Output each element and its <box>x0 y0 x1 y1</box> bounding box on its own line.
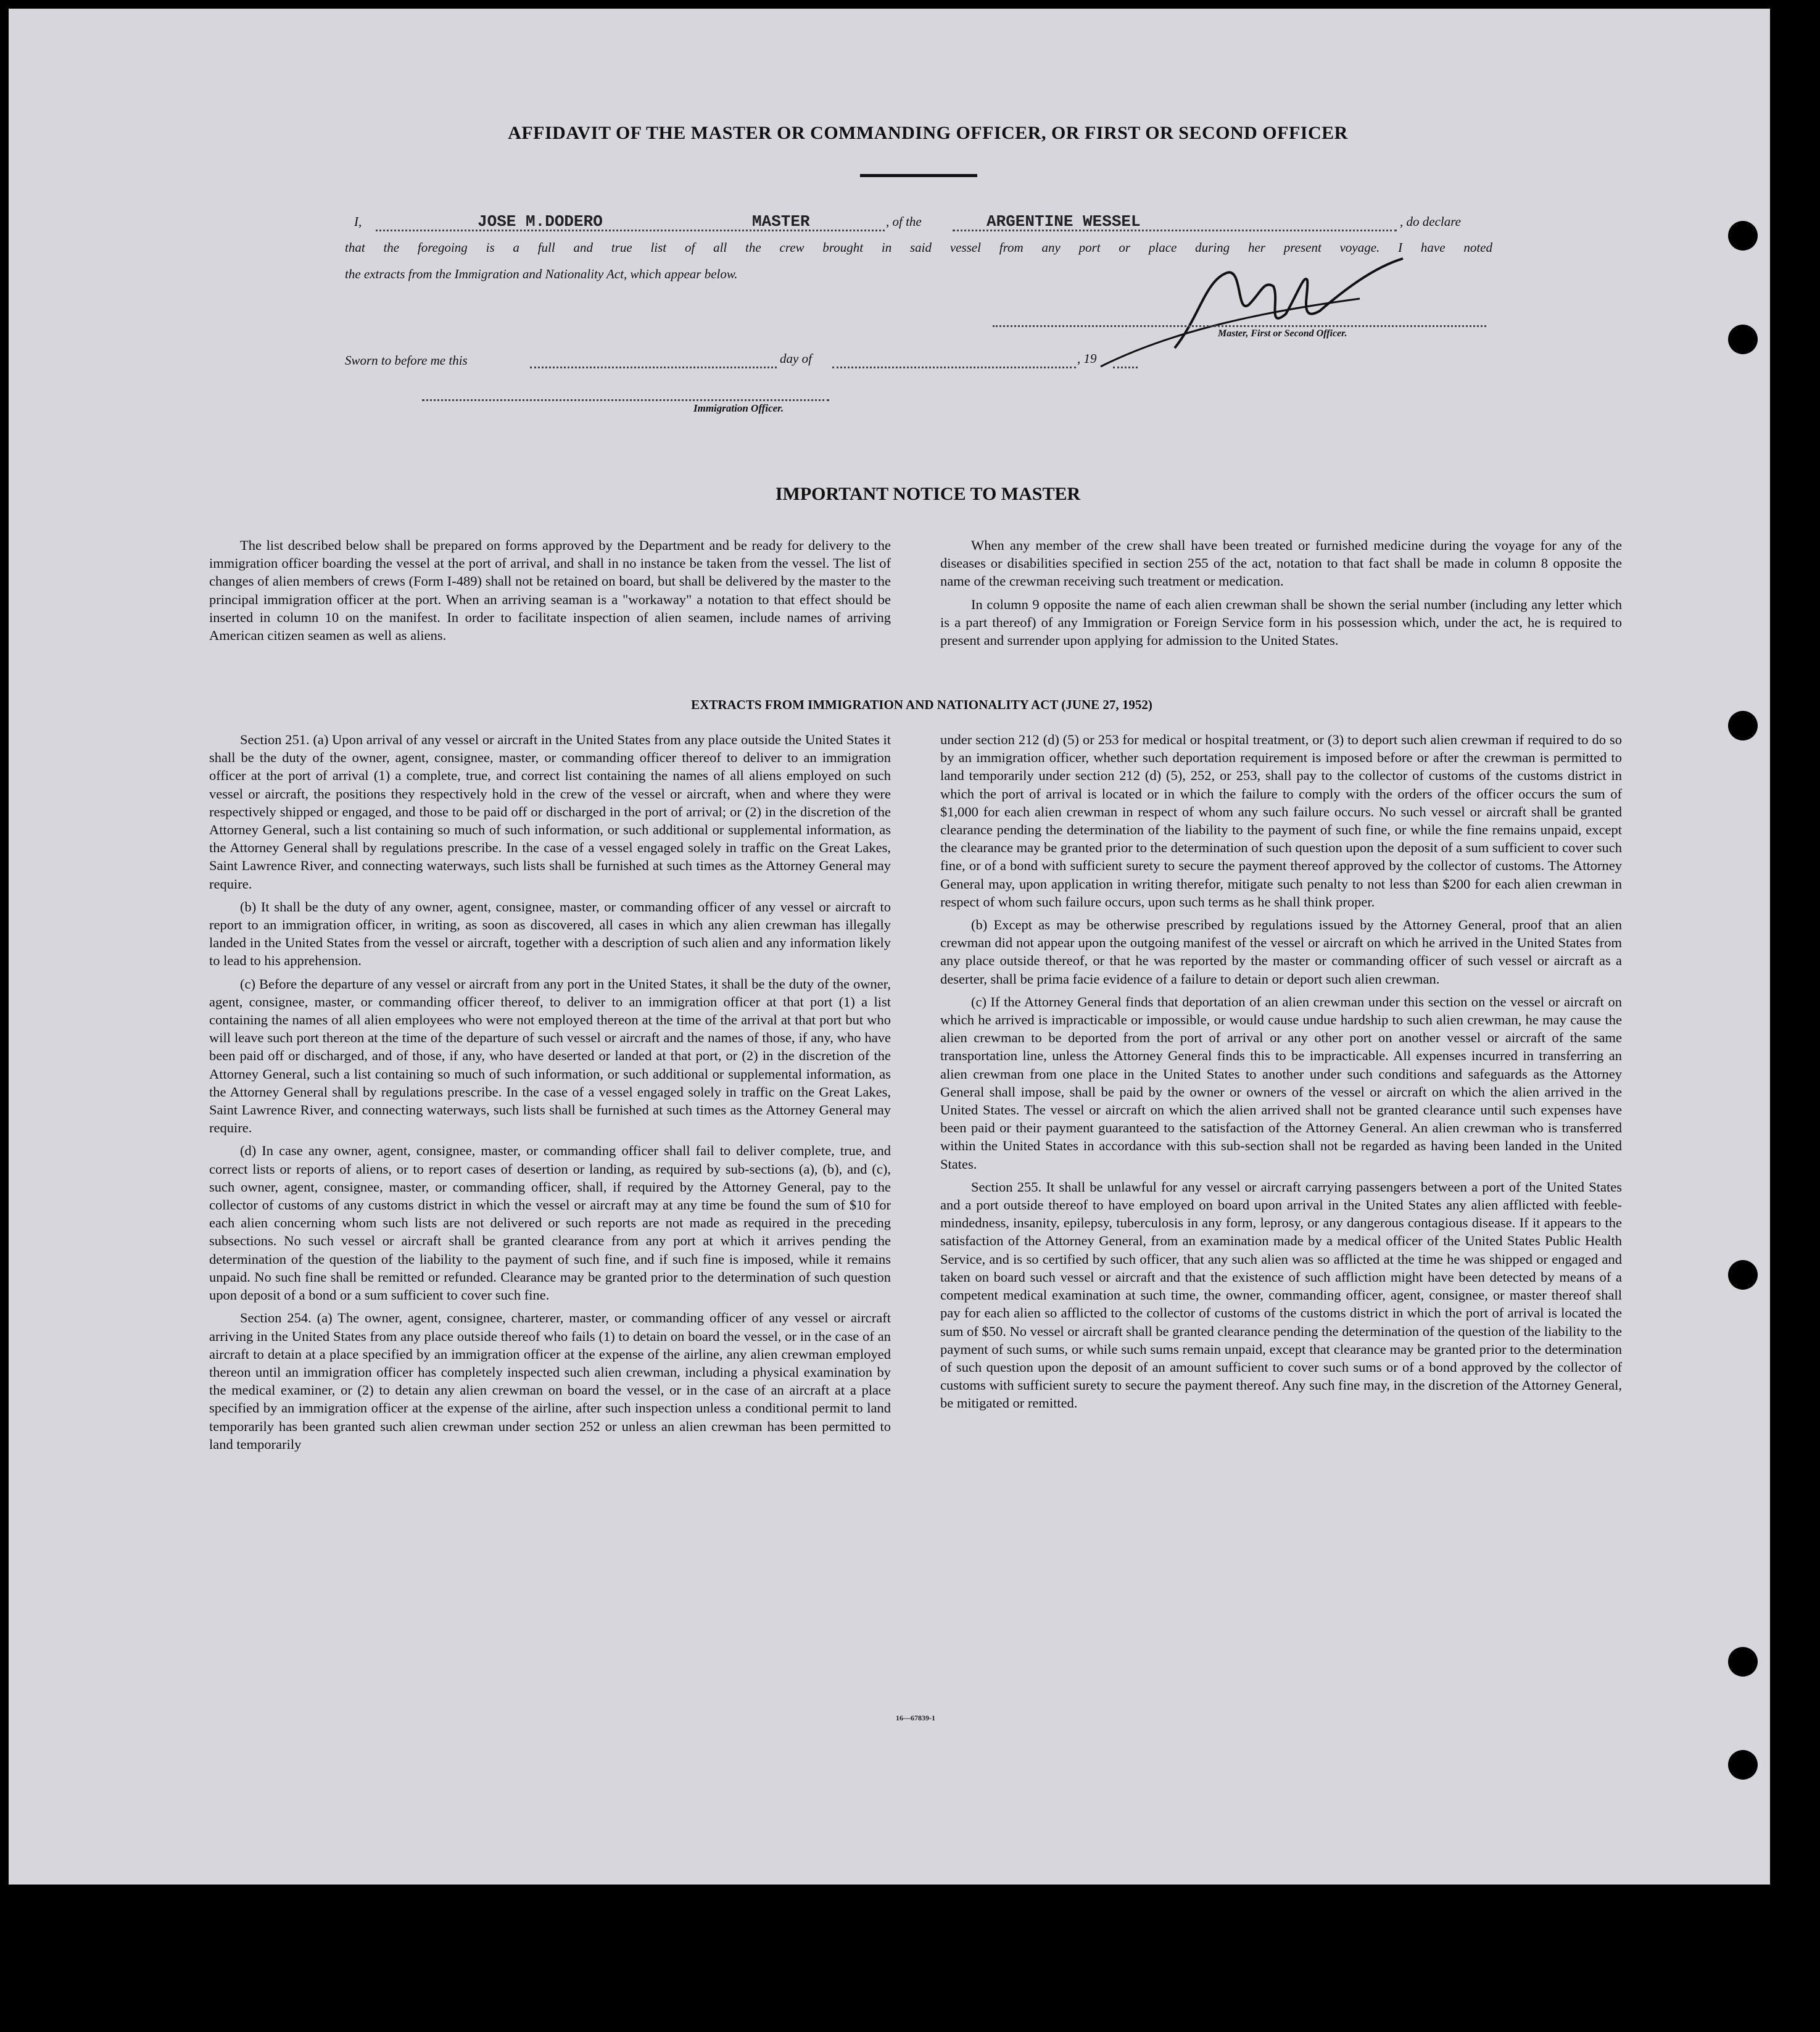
declaration-line-2: that the foregoing is a full and true list of all the crew brought in said vessel from any port or place during her present voyage. I have noted <box>345 240 1492 255</box>
vessel-name: ARGENTINE WESSEL <box>987 212 1141 231</box>
signature-caption: Master, First or Second Officer. <box>1218 328 1347 339</box>
binder-hole <box>1728 711 1758 740</box>
do-declare-label: , do declare <box>1400 214 1461 229</box>
affidavit-title: AFFIDAVIT OF THE MASTER OR COMMANDING OFFICER, OR FIRST OR SECOND OFFICER <box>508 123 1348 143</box>
master-name: JOSE M.DODERO <box>478 212 603 231</box>
of-the-label: , of the <box>886 214 922 229</box>
binder-hole <box>1728 1750 1758 1780</box>
notice-title: IMPORTANT NOTICE TO MASTER <box>775 484 1081 504</box>
extracts-left-column <box>209 731 891 1458</box>
title-rule <box>860 174 977 177</box>
section-255: Section 255. It shall be unlawful for any vessel or aircraft carrying passengers between a port of the United States and a port outside thereof to have employed on board upon arrival in the United States any alien afflicted with feeble-mindedness, insanity, epilepsy, tuberculosis in any form, leprosy, or any dangerous contagious disease. If it appears to the satisfaction of the Attorney General, from an examination made by a medical officer of the United States Public Health Service, and is so certified by such officer, that any such alien was so afflicted at the time he was shipped or engaged and taken on board such vessel or aircraft and that the existence of such affliction might have been detected by means of a competent medical examination at such time, the owner, commanding officer, agent, consignee, or master thereof shall pay for each alien so afflicted to the collector of customs of the customs district in which the port of arrival is located the sum of $50. No vessel or aircraft shall be granted clearance pending the determination of the question of the liability to the payment of such sums, or while such sums remain unpaid, except that clearance may be granted prior to the determination of such question upon the deposit of an amount sufficient to cover such sums or of a bond approved by the collector of customs with sufficient surety to secure the payment thereof. Any such fine may, in the discretion of the Attorney General, be mitigated or remitted. <box>940 1179 1622 1411</box>
section-254-a-continued: under section 212 (d) (5) or 253 for medical or hospital treatment, or (3) to deport such alien crewman if required to do so by an immigration officer, whether such deportation requirement is imposed before or after the crewman is permitted to land temporarily under section 212 (d) (5), 252, or 253, shall pay to the collector of customs of the customs district in which the port of arrival is located or in which the failure to comply with the orders of the officer occurs the sum of $1,000 for each alien crewman in respect of whom any such failure occurs. No such vessel or aircraft shall be granted clearance pending the determination of the liability to the payment of such fine, or while the fine remains unpaid, except the clearance may be granted prior to the determination of such question upon the deposit of a sum sufficient to cover such fine, or of a bond with sufficient surety to secure the payment thereof approved by the collector of customs. The Attorney General may, upon application in writing therefor, mitigate such penalty to not less than $200 for each alien crewman in respect of whom such failure occurs, upon such terms as he shall think proper. <box>940 732 1622 910</box>
extracts-title: EXTRACTS FROM IMMIGRATION AND NATIONALITY ACT (JUNE 27, 1952) <box>691 697 1152 712</box>
day-of-label: day of <box>780 351 812 366</box>
notice-right-paragraph-2: In column 9 opposite the name of each alien crewman shall be shown the serial number (including any letter which is a part thereof) of any Immigration or Foreign Service form in his possession which, under the act, he is required to present and surrender upon applying for admission to the United States. <box>940 596 1622 649</box>
month-line <box>832 367 1076 368</box>
signature-line <box>993 325 1486 327</box>
i-label: I, <box>354 214 362 229</box>
notice-left-column <box>209 536 891 649</box>
extracts-right-column <box>940 731 1622 1417</box>
notice-right-paragraph-1: When any member of the crew shall have been treated or furnished medicine during the voyage for any of the diseases or disabilities specified in section 255 of the act, notation to that fact shall be made in column 8 opposite the name of the crewman receiving such treatment or medication. <box>940 537 1622 589</box>
binder-hole <box>1728 1647 1758 1677</box>
binder-hole <box>1728 221 1758 251</box>
binder-hole <box>1728 1260 1758 1290</box>
section-251-a: Section 251. (a) Upon arrival of any vessel or aircraft in the United States from any place outside the United States it shall be the duty of the owner, agent, consignee, master, or commanding officer thereof to deliver to an immigration officer at the port of arrival (1) a complete, true, and correct list containing the names of all aliens employed on such vessel or aircraft, the positions they respectively hold in the crew of the vessel or aircraft, when and where they were respectively shipped or engaged, and those to be paid off or discharged in the port of arrival; or (2) in the discretion of the Attorney General, such a list containing so much of such information, or such additional or supplemental information, as the Attorney General shall by regulations prescribe. In the case of a vessel engaged solely in traffic on the Great Lakes, Saint Lawrence River, and connecting waterways, such lists shall be furnished at such times as the Attorney General may require. <box>209 732 891 892</box>
declaration-line-3: the extracts from the Immigration and Nationality Act, which appear below. <box>345 267 738 281</box>
sworn-label: Sworn to before me this <box>345 353 468 368</box>
section-251-d: (d) In case any owner, agent, consignee, master, or commanding officer shall fail to deliver complete, true, and correct lists or reports of aliens, or to report cases of desertion or landing, as required by sub-sections (a), (b), and (c), such owner, agent, consignee, master, or commanding officer, shall, if required by the Attorney General, pay to the collector of customs of any customs district in which the vessel or aircraft may at any time be found the sum of $10 for each alien concerning whom such lists are not delivered or such reports are not made as required in the preceding subsections. No such vessel or aircraft shall be granted clearance from any port at which it arrives pending the determination of the question of the liability to the payment of such fine, and if such fine is imposed, while it remains unpaid. No such fine shall be remitted or refunded. Clearance may be granted prior to the determination of such question upon deposit of a bond or a sum sufficient to cover such fine. <box>209 1143 891 1303</box>
section-251-b: (b) It shall be the duty of any owner, agent, consignee, master, or commanding officer of any vessel or aircraft to report to an immigration officer, in writing, as soon as discovered, all cases in which any alien crewman has illegally landed in the United States from the vessel or aircraft, together with a description of such alien and any information likely to lead to his apprehension. <box>209 898 891 969</box>
form-number: 16—67839-1 <box>896 1714 935 1722</box>
master-rank: MASTER <box>752 212 810 231</box>
section-254-a: Section 254. (a) The owner, agent, consignee, charterer, master, or commanding officer of any vessel or aircraft arriving in the United States from any place outside thereof who fails (1) to detain on board the vessel, or in the case of an aircraft to detain at a place specified by an immigration officer at the expense of the airline, any alien crewman employed thereon until an immigration officer has completely inspected such alien crewman, including a physical examination by the medical examiner, or (2) to detain any alien crewman on board the vessel, or in the case of an aircraft at a place specified by an immigration officer at the expense of the airline, after such inspection unless a conditional permit to land temporarily has been granted such alien crewman under section 252 or unless an alien crewman has been permitted to land temporarily <box>209 1310 891 1452</box>
sworn-date-line <box>530 367 777 368</box>
document-page <box>9 9 1770 1885</box>
section-254-b: (b) Except as may be otherwise prescribed by regulations issued by the Attorney General, proof that an alien crewman did not appear upon the outgoing manifest of the vessel or aircraft on which he arrived in the United States from any place outside thereof, or that he was reported by the master or commanding officer of such vessel or aircraft as a deserter, shall be prima facie evidence of a failure to detain or deport such alien crewman. <box>940 917 1622 987</box>
notice-left-paragraph: The list described below shall be prepared on forms approved by the Department and be ready for delivery to the immigration officer boarding the vessel at the port of arrival, and shall in no instance be taken from the vessel. The list of changes of alien members of crews (Form I-489) shall not be retained on board, but shall be delivered by the master to the principal immigration officer at the port. When an arriving seaman is a "workaway" a notation to that effect should be inserted in column 10 on the manifest. In order to facilitate inspection of alien seamen, include names of arriving American citizen seamen as well as aliens. <box>209 537 891 644</box>
section-254-c: (c) If the Attorney General finds that deportation of an alien crewman under this section on the vessel or aircraft on which he arrived is impracticable or impossible, or would cause undue hardship to such alien crewman, he may cause the alien crewman to be deported from the port of arrival or any other port on another vessel or aircraft of the same transportation line, unless the Attorney General finds this to be impracticable. All expenses incurred in transferring an alien crewman from one place in the United States to another under such conditions and safeguards as the Attorney General shall impose, shall be paid by the owner or owners of the vessel or aircraft on which the alien arrived in the United States. The vessel or aircraft on which the alien arrived shall not be granted clearance until such expenses have been paid or their payment guaranteed to the satisfaction of the Attorney General. An alien crewman who is transferred within the United States in accordance with this sub-section shall not be regarded as having been landed in the United States. <box>940 993 1622 1172</box>
year-line <box>1113 367 1138 368</box>
binder-hole <box>1728 325 1758 354</box>
notice-right-column <box>940 536 1622 654</box>
immigration-officer-line <box>422 399 829 401</box>
year-label: , 19 <box>1077 351 1097 366</box>
section-251-c: (c) Before the departure of any vessel or aircraft from any port in the United States, it shall be the duty of the owner, agent, consignee, master, or commanding officer thereof, to deliver to an immigration officer at that port (1) a list containing the names of all alien employees who were not employed thereon at the time of the arrival at that port but who will leave such port thereon at the time of the departure of such vessel or aircraft and the names of those, if any, who have been paid off or discharged, and of those, if any, who have deserted or landed at that port, or (2) in the discretion of the Attorney General, such a list containing so much of such information, or such additional or supplemental information, as the Attorney General shall by regulations prescribe. In the case of a vessel engaged solely in traffic on the Great Lakes, Saint Lawrence River, and connecting waterways, such lists shall be furnished at such times as the Attorney General may require. <box>209 976 891 1136</box>
immigration-officer-label: Immigration Officer. <box>693 402 784 414</box>
master-signature <box>1082 255 1502 379</box>
